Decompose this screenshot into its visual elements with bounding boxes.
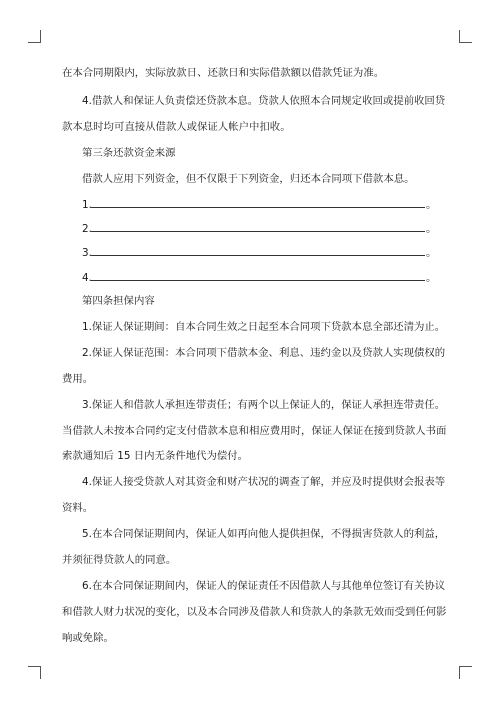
crop-mark-bottom-right [459, 666, 472, 679]
section-heading: 第四条担保内容 [82, 295, 155, 307]
paragraph-line: 并须征得贷款人的同意。 [62, 554, 177, 566]
fill-in-end-mark: 。 [426, 223, 437, 235]
fill-in-end-mark: 。 [426, 247, 437, 259]
section-heading: 第三条还款资金来源 [82, 147, 176, 159]
paragraph-line: 3.保证人和借款人承担连带责任；有两个以上保证人的，保证人承担连带责任。 [82, 399, 446, 411]
paragraph-line: 4.保证人接受贷款人对其资金和财产状况的调查了解，并应及时提供财会报表等 [82, 476, 446, 488]
blank-rule[interactable] [91, 197, 425, 208]
fill-in-number: 2. [82, 223, 92, 235]
paragraph-line: 资料。 [62, 502, 94, 514]
crop-mark-top-right [459, 30, 472, 43]
fill-in-line-1 [82, 197, 440, 212]
fill-in-number: 4. [82, 272, 92, 284]
paragraph-line: 当借款人未按本合同约定支付借款本息和相应费用时，保证人保证在接到贷款人书面 [62, 425, 447, 437]
fill-in-end-mark: 。 [426, 272, 437, 284]
paragraph-line: 借款人应用下列资金，但不仅限于下列资金，归还本合同项下借款本息。 [82, 173, 415, 185]
paragraph-line: 2.保证人保证范围：本合同项下借款本金、利息、违约金以及贷款人实现债权的 [82, 347, 446, 359]
paragraph-line: 响或免除。 [62, 632, 114, 644]
fill-in-end-mark: 。 [426, 199, 437, 211]
fill-in-line-4 [82, 270, 440, 285]
blank-rule[interactable] [91, 270, 425, 281]
blank-rule[interactable] [91, 221, 425, 232]
blank-rule[interactable] [91, 245, 425, 256]
paragraph-line: 款本息时均可直接从借款人或保证人帐户中扣收。 [62, 121, 291, 133]
fill-in-number: 3. [82, 247, 92, 259]
paragraph-line: 6.在本合同保证期间内，保证人的保证责任不因借款人与其他单位签订有关协议 [82, 580, 446, 592]
fill-in-number: 1. [82, 199, 92, 211]
paragraph-line: 在本合同期限内，实际放款日、还款日和实际借款额以借款凭证为准。 [62, 67, 385, 79]
fill-in-line-3 [82, 245, 440, 260]
paragraph-line: 1.保证人保证期间：自本合同生效之日起至本合同项下贷款本息全部还清为止。 [82, 321, 446, 333]
crop-mark-top-left [28, 30, 41, 43]
paragraph-line: 5.在本合同保证期间内，保证人如再向他人提供担保，不得损害贷款人的利益， [82, 528, 446, 540]
crop-mark-bottom-left [28, 666, 41, 679]
paragraph-line: 费用。 [62, 373, 94, 385]
paragraph-line: 和借款人财力状况的变化，以及本合同涉及借款人和贷款人的条款无效而受到任何影 [62, 606, 447, 618]
paragraph-line: 索款通知后 15 日内无条件地代为偿付。 [62, 450, 249, 462]
paragraph-line: 4.借款人和保证人负责偿还贷款本息。贷款人依照本合同规定收回或提前收回贷 [82, 95, 446, 107]
fill-in-line-2 [82, 221, 440, 236]
